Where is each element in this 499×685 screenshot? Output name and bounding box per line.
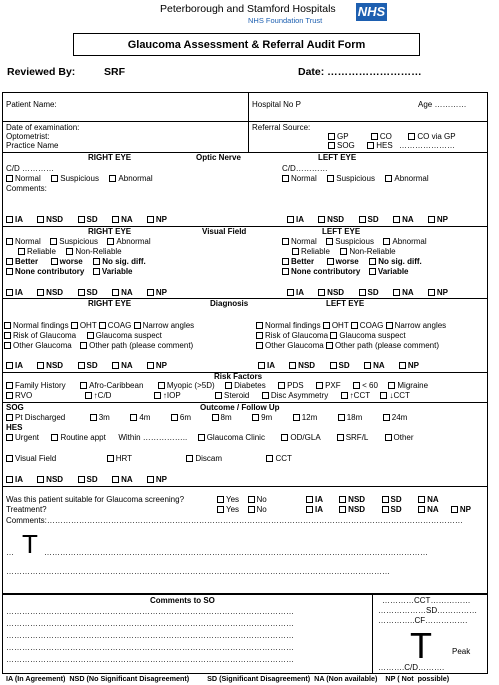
cct-checkbox[interactable]	[266, 455, 273, 462]
vf-r-nosig-checkbox[interactable]	[93, 258, 100, 265]
dx-l-oht-checkbox[interactable]	[323, 322, 330, 329]
vf-left-reliability: Reliable Non-Reliable	[292, 248, 396, 257]
ia-checkbox[interactable]	[258, 362, 265, 369]
dx-r-coag-checkbox[interactable]	[99, 322, 106, 329]
sd-checkbox[interactable]	[78, 289, 85, 296]
vf-left-change: Better worse No sig. diff.	[282, 258, 422, 267]
t-mark-prefix: …	[6, 548, 14, 557]
outcome-agreement: IA NSD SD NA NP	[6, 476, 167, 485]
na-checkbox[interactable]	[393, 216, 400, 223]
nsd-checkbox[interactable]	[339, 506, 346, 513]
sd-checkbox[interactable]	[330, 362, 337, 369]
fu-6m-checkbox[interactable]	[171, 414, 178, 421]
fu-3m-checkbox[interactable]	[90, 414, 97, 421]
treatment-agreement: IA NSD SD NA NP	[306, 506, 471, 515]
form-title: Glaucoma Assessment & Referral Audit Form	[127, 39, 366, 51]
under-60-checkbox[interactable]	[353, 382, 360, 389]
screening-yes-checkbox[interactable]	[217, 496, 224, 503]
visual-field-heading: Visual Field	[202, 227, 247, 236]
sd-checkbox[interactable]	[382, 506, 389, 513]
hes-row: Urgent Routine appt Within …………….. Glaucoma Clinic OD/GLA SRF/L Other	[6, 434, 414, 443]
referral-options-row1: GP CO CO via GP	[328, 133, 456, 142]
patient-name-label: Patient Name:	[6, 100, 57, 109]
reviewed-by-label: Reviewed By:	[7, 66, 76, 78]
nsd-checkbox[interactable]	[339, 496, 346, 503]
nsd-checkbox[interactable]	[37, 362, 44, 369]
footer-legend: IA (In Agreement) NSD (No Significant Disagreement) SD (Significant Disagreement) NA (Non available) NP ( Not possible)	[6, 674, 450, 683]
fu-18m-checkbox[interactable]	[338, 414, 345, 421]
referral-source-label: Referral Source:	[252, 123, 311, 132]
dx-r-other-path-checkbox[interactable]	[80, 342, 87, 349]
np-checkbox[interactable]	[451, 506, 458, 513]
optic-right-options: Normal Suspicious Abnormal	[6, 175, 153, 184]
dx-left-line2: Risk of Glaucoma Glaucoma suspect	[256, 332, 406, 341]
vf-r-variable-checkbox[interactable]	[93, 268, 100, 275]
hospital-no-label: Hospital No P	[252, 100, 301, 109]
urgent-checkbox[interactable]	[6, 434, 13, 441]
np-checkbox[interactable]	[147, 476, 154, 483]
vf-r-worse-checkbox[interactable]	[51, 258, 58, 265]
diagnosis-heading: Diagnosis	[210, 299, 249, 308]
vf-right-eye-heading: RIGHT EYE	[88, 227, 132, 236]
dx-right-line3: Other Glaucoma Other path (please comment)	[4, 342, 193, 351]
dx-r-other-glaucoma-checkbox[interactable]	[4, 342, 11, 349]
tests-row: Visual Field HRT Discam CCT	[6, 455, 292, 464]
dx-r-oht-checkbox[interactable]	[71, 322, 78, 329]
nhs-logo: NHS	[357, 4, 386, 19]
risk-row1: Family History Afro-Caribbean Myopic (>5D) Diabetes PDS PXF < 60 Migraine	[6, 382, 428, 391]
age-label: Age …………	[418, 100, 467, 109]
dx-left-eye-heading: LEFT EYE	[326, 299, 365, 308]
np-checkbox[interactable]	[147, 289, 154, 296]
optometrist-label: Optometrist:	[6, 132, 50, 141]
dx-left-line3: Other Glaucoma Other path (please comment)	[256, 342, 439, 351]
ia-checkbox[interactable]	[6, 362, 13, 369]
comments-line-3: ………………………………………………………………………………………………………………………………	[6, 568, 390, 576]
reviewer-initials: SRF	[104, 66, 125, 78]
raised-iop-checkbox[interactable]	[154, 392, 161, 399]
dx-r-suspect-checkbox[interactable]	[87, 332, 94, 339]
np-checkbox[interactable]	[399, 362, 406, 369]
fu-24m-checkbox[interactable]	[383, 414, 390, 421]
dx-right-line1: Normal findings OHT COAG Narrow angles	[4, 322, 194, 331]
screening-yes-no: Yes No	[217, 496, 267, 505]
ia-checkbox[interactable]	[287, 289, 294, 296]
treatment-no-checkbox[interactable]	[248, 506, 255, 513]
vf-l-nosig-checkbox[interactable]	[369, 258, 376, 265]
pt-discharged-checkbox[interactable]	[6, 414, 13, 421]
fu-9m-checkbox[interactable]	[252, 414, 259, 421]
comments-line: Comments:…………………………………………………………………………………………………………………………………………	[6, 517, 463, 525]
optic-right-eye-heading: RIGHT EYE	[88, 153, 132, 162]
afro-caribbean-checkbox[interactable]	[80, 382, 87, 389]
other-checkbox[interactable]	[385, 434, 392, 441]
t-mark: T	[22, 529, 38, 559]
pxf-checkbox[interactable]	[316, 382, 323, 389]
sog-checkbox[interactable]	[328, 142, 335, 149]
vf-l-normal-checkbox[interactable]	[282, 238, 289, 245]
vf-l-better-checkbox[interactable]	[282, 258, 289, 265]
na-checkbox[interactable]	[112, 476, 119, 483]
fu-4m-checkbox[interactable]	[130, 414, 137, 421]
cd-right: C/D …………	[6, 164, 54, 173]
vf-l-reliable-checkbox[interactable]	[292, 248, 299, 255]
optic-nerve-heading: Optic Nerve	[196, 153, 241, 162]
sd-checkbox[interactable]	[359, 289, 366, 296]
peak-label: Peak	[452, 647, 471, 656]
screening-no-checkbox[interactable]	[248, 496, 255, 503]
co-checkbox[interactable]	[371, 133, 378, 140]
optic-r-suspicious-checkbox[interactable]	[51, 175, 58, 182]
vf-r-normal-checkbox[interactable]	[6, 238, 13, 245]
dx-left-line1: Normal findings OHT COAG Narrow angles	[256, 322, 446, 331]
so-line-2: ………………………………………………………………………………………………	[6, 620, 294, 628]
risk-row2: RVO ↑C/D ↑IOP Steroid Disc Asymmetry ↑CCT ↓CCT	[6, 392, 410, 401]
na-checkbox[interactable]	[418, 506, 425, 513]
od-gla-checkbox[interactable]	[281, 434, 288, 441]
migraine-checkbox[interactable]	[388, 382, 395, 389]
outcome-heading: Outcome / Follow Up	[200, 403, 280, 412]
visual-field-test-checkbox[interactable]	[6, 455, 13, 462]
hes-checkbox[interactable]	[367, 142, 374, 149]
glaucoma-clinic-checkbox[interactable]	[198, 434, 205, 441]
vf-l-suspicious-checkbox[interactable]	[326, 238, 333, 245]
hes-label: HES	[6, 423, 23, 432]
dx-l-narrow-checkbox[interactable]	[386, 322, 393, 329]
np-checkbox[interactable]	[147, 216, 154, 223]
na-checkbox[interactable]	[364, 362, 371, 369]
routine-appt-checkbox[interactable]	[51, 434, 58, 441]
np-checkbox[interactable]	[428, 289, 435, 296]
ia-checkbox[interactable]	[306, 506, 313, 513]
optic-r-abnormal-checkbox[interactable]	[109, 175, 116, 182]
vf-right-options: Normal Suspicious Abnormal	[6, 238, 151, 247]
vf-right-agreement: IA NSD SD NA NP	[6, 289, 167, 298]
na-checkbox[interactable]	[112, 362, 119, 369]
gp-checkbox[interactable]	[328, 133, 335, 140]
vf-right-change: Better worse No sig. diff.	[6, 258, 146, 267]
so-line-5: ………………………………………………………………………………………………	[6, 656, 294, 664]
optic-l-normal-checkbox[interactable]	[282, 175, 289, 182]
nsd-checkbox[interactable]	[37, 289, 44, 296]
dx-r-narrow-checkbox[interactable]	[134, 322, 141, 329]
dx-l-normal-checkbox[interactable]	[256, 322, 263, 329]
sd-checkbox[interactable]	[78, 476, 85, 483]
screening-question: Was this patient suitable for Glaucoma screening?	[6, 495, 185, 504]
ia-checkbox[interactable]	[6, 216, 13, 223]
sd-field: ………………SD……………	[378, 606, 478, 615]
raised-cct-checkbox[interactable]	[341, 392, 348, 399]
sd-checkbox[interactable]	[78, 362, 85, 369]
optic-comments-label: Comments:	[6, 184, 47, 193]
treatment-yes-checkbox[interactable]	[217, 506, 224, 513]
vf-left-options: Normal Suspicious Abnormal	[282, 238, 427, 247]
vf-r-noncontrib-checkbox[interactable]	[6, 268, 13, 275]
na-checkbox[interactable]	[418, 496, 425, 503]
cd-left: C/D…………	[282, 164, 328, 173]
vf-r-nonreliable-checkbox[interactable]	[66, 248, 73, 255]
vf-l-noncontrib-checkbox[interactable]	[282, 268, 289, 275]
dx-l-other-glaucoma-checkbox[interactable]	[256, 342, 263, 349]
ia-checkbox[interactable]	[287, 216, 294, 223]
dx-l-suspect-checkbox[interactable]	[330, 332, 337, 339]
sog-label: SOG	[6, 403, 24, 412]
treatment-yes-no: Yes No	[217, 506, 267, 515]
optic-left-eye-heading: LEFT EYE	[318, 153, 357, 162]
vf-r-reliable-checkbox[interactable]	[18, 248, 25, 255]
vf-r-better-checkbox[interactable]	[6, 258, 13, 265]
vf-left-contrib: None contributory Variable	[282, 268, 409, 277]
cct-field: …………CCT……………	[382, 596, 471, 605]
screening-agreement: IA NSD SD NA	[306, 496, 439, 505]
rvo-checkbox[interactable]	[6, 392, 13, 399]
diabetes-checkbox[interactable]	[225, 382, 232, 389]
so-line-4: ………………………………………………………………………………………………	[6, 644, 294, 652]
srf-l-checkbox[interactable]	[337, 434, 344, 441]
sd-checkbox[interactable]	[382, 496, 389, 503]
vf-r-suspicious-checkbox[interactable]	[50, 238, 57, 245]
dx-l-other-path-checkbox[interactable]	[326, 342, 333, 349]
fu-12m-checkbox[interactable]	[293, 414, 300, 421]
nsd-checkbox[interactable]	[318, 216, 325, 223]
sog-followup-row: Pt Discharged 3m 4m 6m 8m 9m 12m 18m 24m	[6, 414, 407, 423]
vf-l-variable-checkbox[interactable]	[369, 268, 376, 275]
referral-options-row2: SOG HES …………………	[328, 142, 455, 151]
risk-factors-heading: Risk Factors	[214, 372, 263, 381]
date-label: Date: ………………………	[298, 66, 422, 78]
na-checkbox[interactable]	[112, 216, 119, 223]
so-line-3: ………………………………………………………………………………………………	[6, 632, 294, 640]
raised-cd-checkbox[interactable]	[85, 392, 92, 399]
ia-checkbox[interactable]	[306, 496, 313, 503]
myopic-checkbox[interactable]	[158, 382, 165, 389]
vf-l-abnormal-checkbox[interactable]	[383, 238, 390, 245]
fu-8m-checkbox[interactable]	[212, 414, 219, 421]
dx-left-agreement: IA NSD SD NA NP	[258, 362, 419, 371]
nsd-checkbox[interactable]	[37, 476, 44, 483]
treatment-question: Treatment?	[6, 505, 47, 514]
ia-checkbox[interactable]	[6, 476, 13, 483]
hrt-checkbox[interactable]	[107, 455, 114, 462]
comments-to-so-heading: Comments to SO	[150, 596, 215, 605]
discam-checkbox[interactable]	[186, 455, 193, 462]
np-checkbox[interactable]	[428, 216, 435, 223]
vf-l-worse-checkbox[interactable]	[327, 258, 334, 265]
co-via-gp-checkbox[interactable]	[408, 133, 415, 140]
ia-checkbox[interactable]	[6, 289, 13, 296]
optic-left-agreement: IA NSD SD NA NP	[287, 216, 448, 225]
pds-checkbox[interactable]	[278, 382, 285, 389]
low-cct-checkbox[interactable]	[380, 392, 387, 399]
cf-field: …………..CF…………….	[378, 616, 468, 625]
vf-r-abnormal-checkbox[interactable]	[107, 238, 114, 245]
practice-name-label: Practice Name	[6, 141, 59, 150]
hospital-name: Peterborough and Stamford Hospitals	[160, 3, 336, 15]
steroid-checkbox[interactable]	[215, 392, 222, 399]
vf-left-eye-heading: LEFT EYE	[322, 227, 361, 236]
optic-left-options: Normal Suspicious Abnormal	[282, 175, 429, 184]
cd-field: ……….C/D……….	[378, 663, 445, 672]
exam-date-label: Date of examination:	[6, 123, 80, 132]
so-t-mark: T	[410, 625, 432, 666]
dx-l-coag-checkbox[interactable]	[351, 322, 358, 329]
vf-right-contrib: None contributory Variable	[6, 268, 133, 277]
dx-right-eye-heading: RIGHT EYE	[88, 299, 132, 308]
nsd-checkbox[interactable]	[37, 216, 44, 223]
disc-asymmetry-checkbox[interactable]	[262, 392, 269, 399]
nsd-checkbox[interactable]	[289, 362, 296, 369]
nsd-checkbox[interactable]	[318, 289, 325, 296]
dx-l-risk-checkbox[interactable]	[256, 332, 263, 339]
optic-r-normal-checkbox[interactable]	[6, 175, 13, 182]
sd-checkbox[interactable]	[78, 216, 85, 223]
optic-l-abnormal-checkbox[interactable]	[385, 175, 392, 182]
comments-line-2: ………………………………………………………………………………………………………………………………	[44, 549, 428, 557]
optic-l-suspicious-checkbox[interactable]	[327, 175, 334, 182]
so-line-1: ………………………………………………………………………………………………	[6, 608, 294, 616]
dx-r-normal-checkbox[interactable]	[4, 322, 11, 329]
np-checkbox[interactable]	[147, 362, 154, 369]
optic-right-agreement: IA NSD SD NA NP	[6, 216, 167, 225]
vf-left-agreement: IA NSD SD NA NP	[287, 289, 448, 298]
dx-r-risk-checkbox[interactable]	[4, 332, 11, 339]
na-checkbox[interactable]	[112, 289, 119, 296]
dx-right-line2: Risk of Glaucoma Glaucoma suspect	[4, 332, 162, 341]
na-checkbox[interactable]	[393, 289, 400, 296]
family-history-checkbox[interactable]	[6, 382, 13, 389]
vf-right-reliability: Reliable Non-Reliable	[18, 248, 122, 257]
dx-right-agreement: IA NSD SD NA NP	[6, 362, 167, 371]
trust-name: NHS Foundation Trust	[248, 16, 323, 25]
sd-checkbox[interactable]	[359, 216, 366, 223]
vf-l-nonreliable-checkbox[interactable]	[340, 248, 347, 255]
